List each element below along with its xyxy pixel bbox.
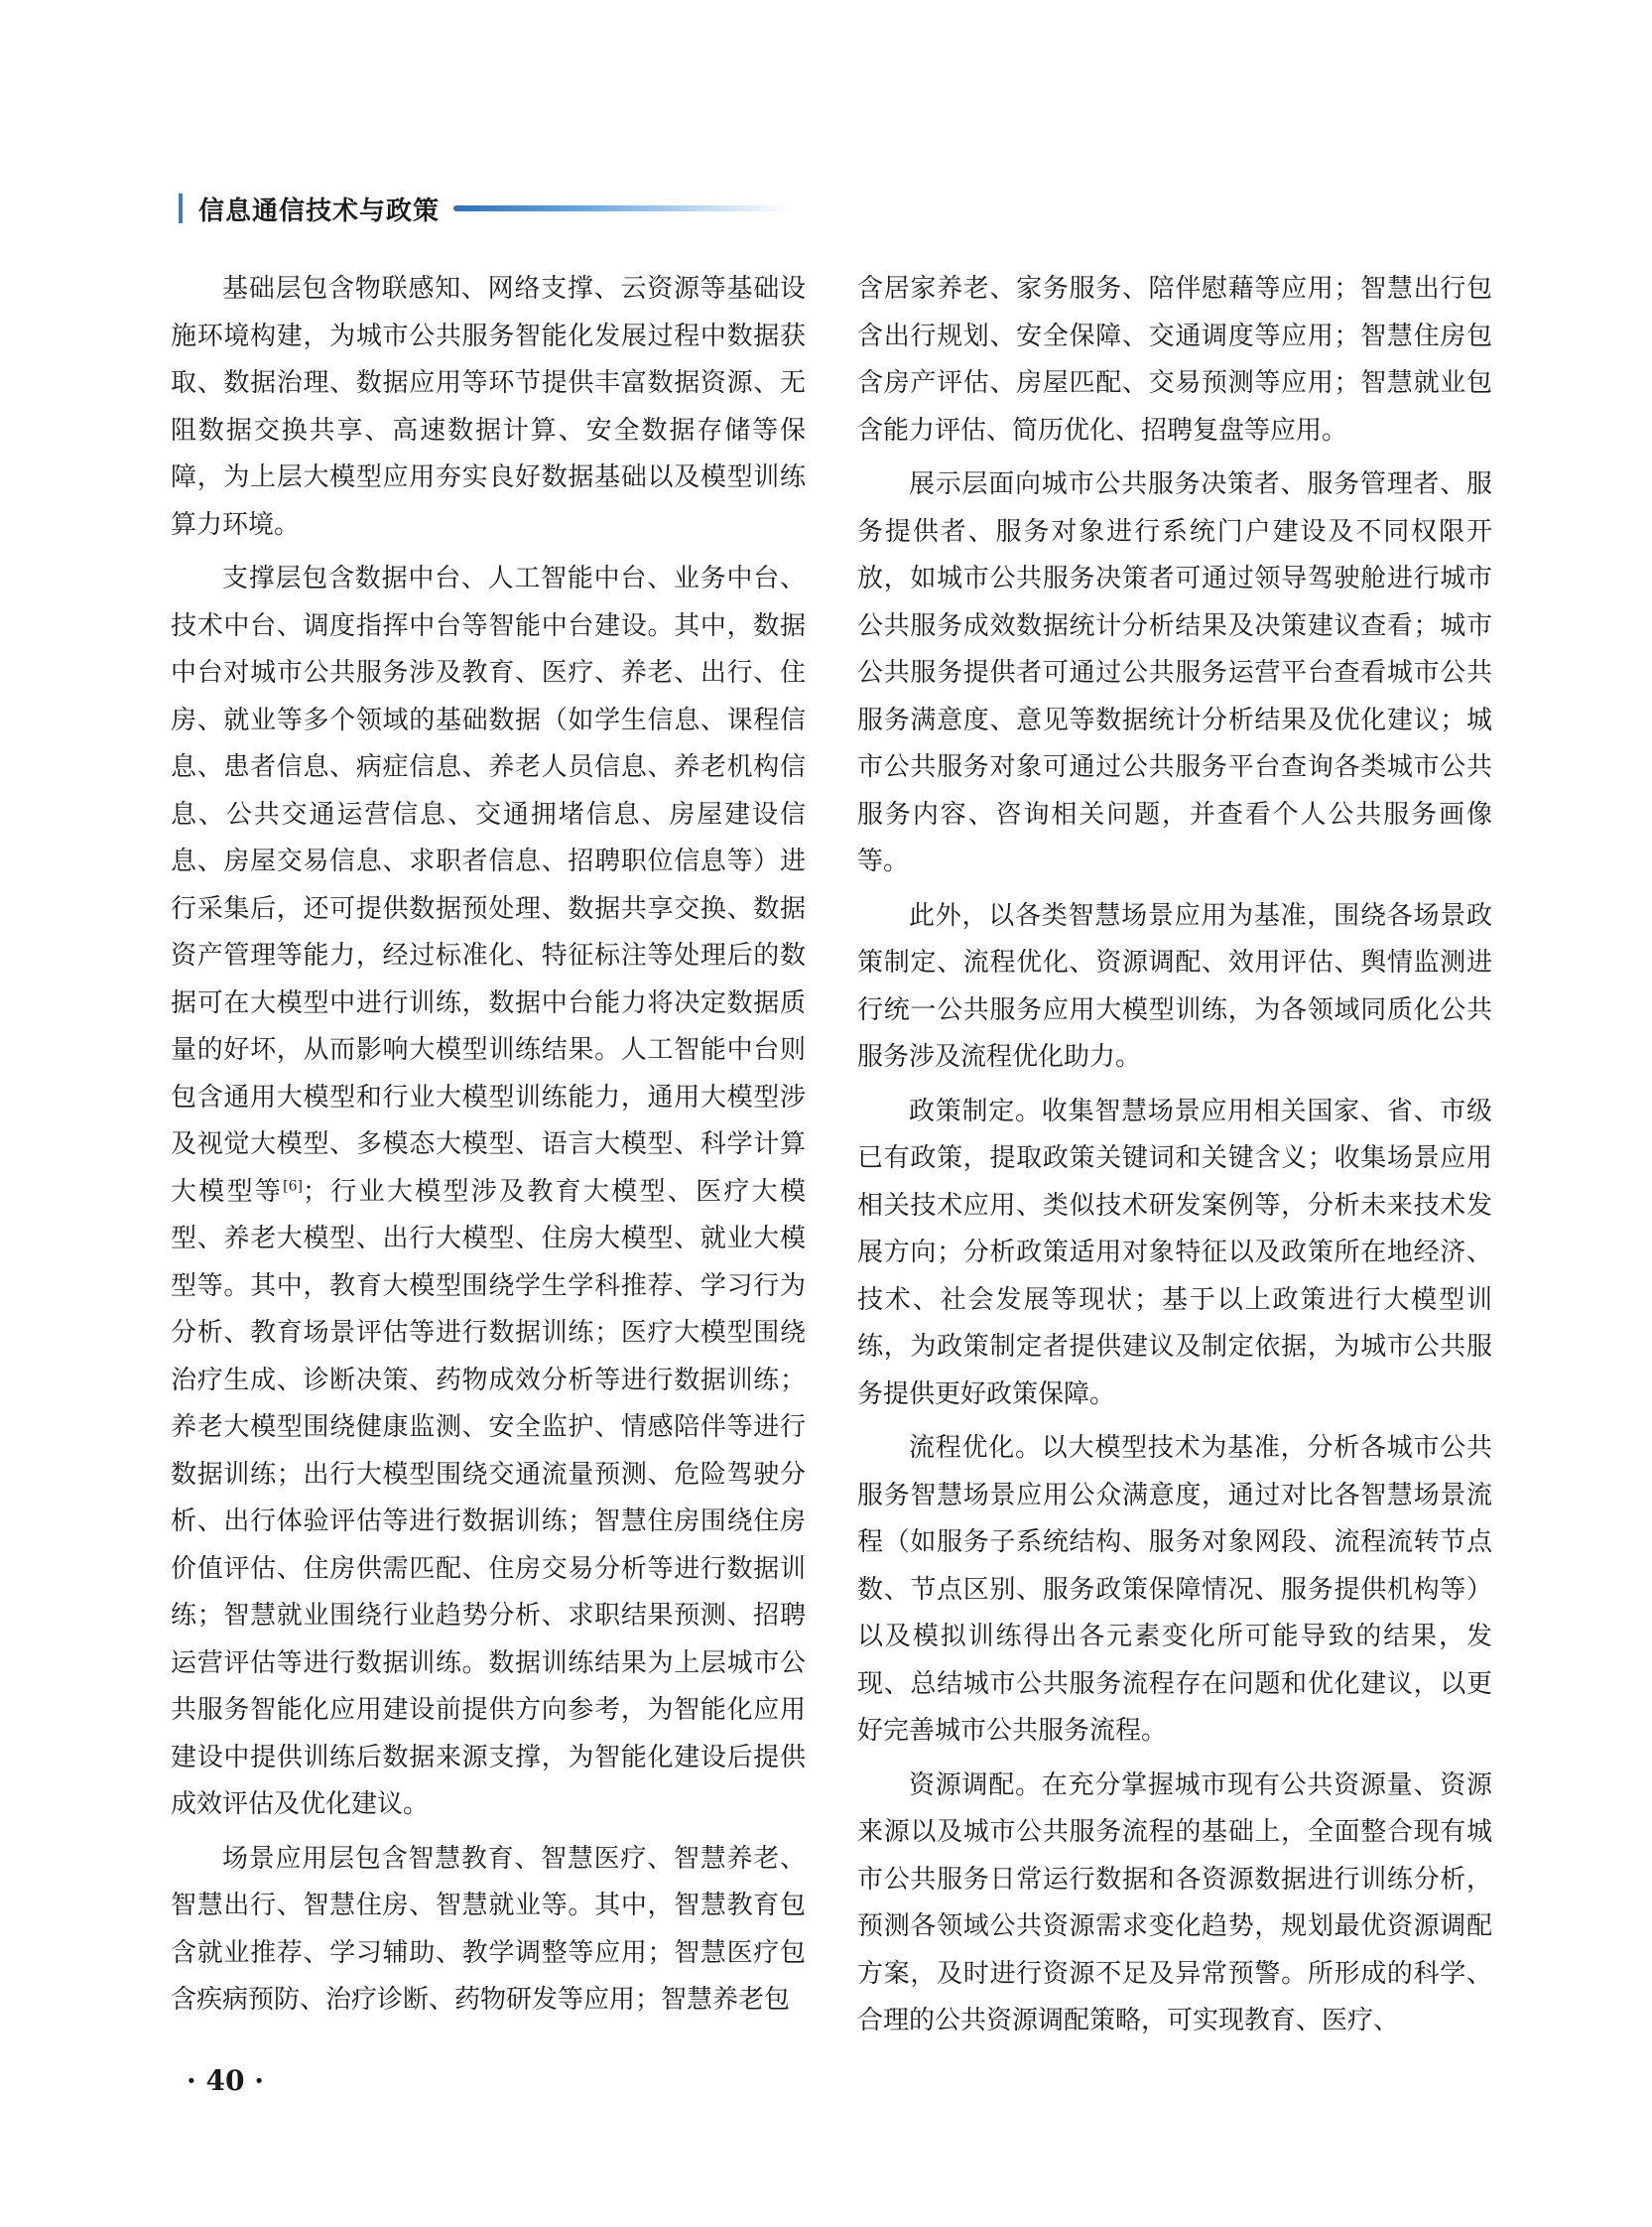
support-layer-text-b: ；行业大模型涉及教育大模型、医疗大模型、养老大模型、出行大模型、住房大模型、就业大模型等。其中，教育大模型围绕学生学科推荐、学习行为分析、教育场景评估等进行数据训练；医疗大模型围绕治疗生成、诊断决策、药物成效分析等进行数据训练；养老大模型围绕健康监测、安全监护、情感陪伴等进行数据训练；出行大模型围绕交通流量预测、危险驾驶分析、出行体验评估等进行数据训练；智慧住房围绕住房价值评估、住房供需匹配、住房交易分析等进行数据训练；智慧就业围绕行业趋势分析、求职结果预测、招聘运营评估等进行数据训练。数据训练结果为上层城市公共服务智能化应用建设前提供方向参考，为智能化应用建设中提供训练后数据来源支撑，为智能化建设后提供成效评估及优化建议。	[171, 1176, 806, 1819]
paragraph-display-layer: 展示层面向城市公共服务决策者、服务管理者、服务提供者、服务对象进行系统门户建设及不同权限开放，如城市公共服务决策者可通过领导驾驶舱进行城市公共服务成效数据统计分析结果及决策建议查看；城市公共服务提供者可通过公共服务运营平台查看城市公共服务满意度、意见等数据统计分析结果及优化建议；城市公共服务对象可通过公共服务平台查询各类城市公共服务内容、咨询相关问题，并查看个人公共服务画像等。	[857, 469, 1492, 876]
paragraph-support-layer	[171, 556, 806, 1829]
header-gradient-rule	[453, 205, 791, 211]
header-accent-bar	[179, 194, 183, 223]
page-number: · 40 ·	[187, 2064, 264, 2097]
paragraph-foundation-layer: 基础层包含物联感知、网络支撑、云资源等基础设施环境构建，为城市公共服务智能化发展过程中数据获取、数据治理、数据应用等环节提供丰富数据资源、无阻数据交换共享、高速数据计算、安全数据存储等保障，为上层大模型应用夯实良好数据基础以及模型训练算力环境。	[171, 274, 806, 540]
paragraph-process-optimization: 流程优化。以大模型技术为基准，分析各城市公共服务智慧场景应用公众满意度，通过对比各智慧场景流程（如服务子系统结构、服务对象网段、流程流转节点数、节点区别、服务政策保障情况、服务提供机构等）以及模拟训练得出各元素变化所可能导致的结果，发现、总结城市公共服务流程存在问题和优化建议，以更好完善城市公共服务流程。	[857, 1433, 1492, 1746]
paragraph-scenario-layer: 场景应用层包含智慧教育、智慧医疗、智慧养老、智慧出行、智慧住房、智慧就业等。其中，智慧教育包含就业推荐、学习辅助、教学调整等应用；智慧医疗包含疾病预防、治疗诊断、药物研发等应用；智慧养老包	[171, 1843, 806, 2015]
support-layer-text-a: 支撑层包含数据中台、人工智能中台、业务中台、技术中台、调度指挥中台等智能中台建设。其中，数据中台对城市公共服务涉及教育、医疗、养老、出行、住房、就业等多个领域的基础数据（如学生信息、课程信息、患者信息、病症信息、养老人员信息、养老机构信息、公共交通运营信息、交通拥堵信息、房屋建设信息、房屋交易信息、求职者信息、招聘职位信息等）进行采集后，还可提供数据预处理、数据共享交换、数据资产管理等能力，经过标准化、特征标注等处理后的数据可在大模型中进行训练，数据中台能力将决定数据质量的好坏，从而影响大模型训练结果。人工智能中台则包含通用大模型和行业大模型训练能力，通用大模型涉及视觉大模型、多模态大模型、语言大模型、科学计算大模型等	[171, 564, 806, 1207]
journal-title: 信息通信技术与政策	[198, 196, 441, 226]
citation-ref: [6]	[283, 1177, 304, 1194]
left-column	[171, 266, 806, 2031]
paragraph-scenario-training: 此外，以各类智慧场景应用为基准，围绕各场景政策制定、流程优化、资源调配、效用评估、舆情监测进行统一公共服务应用大模型训练，为各领域同质化公共服务涉及流程优化助力。	[857, 900, 1492, 1072]
paragraph-scenario-continued: 含居家养老、家务服务、陪伴慰藉等应用；智慧出行包含出行规划、安全保障、交通调度等应用；智慧住房包含房产评估、房屋匹配、交易预测等应用；智慧就业包含能力评估、简历优化、招聘复盘等应用。	[857, 274, 1492, 446]
right-column	[857, 266, 1492, 2052]
paragraph-policy-making: 政策制定。收集智慧场景应用相关国家、省、市级已有政策，提取政策关键词和关键含义；收集场景应用相关技术应用、类似技术研发案例等，分析未来技术发展方向；分析政策适用对象特征以及政策所在地经济、技术、社会发展等现状；基于以上政策进行大模型训练，为政策制定者提供建议及制定依据，为城市公共服务提供更好政策保障。	[857, 1096, 1492, 1409]
running-header	[179, 189, 791, 228]
paragraph-resource-allocation: 资源调配。在充分掌握城市现有公共资源量、资源来源以及城市公共服务流程的基础上，全面整合现有城市公共服务日常运行数据和各资源数据进行训练分析，预测各领域公共资源需求变化趋势，规划最优资源调配方案，及时进行资源不足及异常预警。所形成的科学、合理的公共资源调配策略，可实现教育、医疗、	[857, 1769, 1492, 2035]
